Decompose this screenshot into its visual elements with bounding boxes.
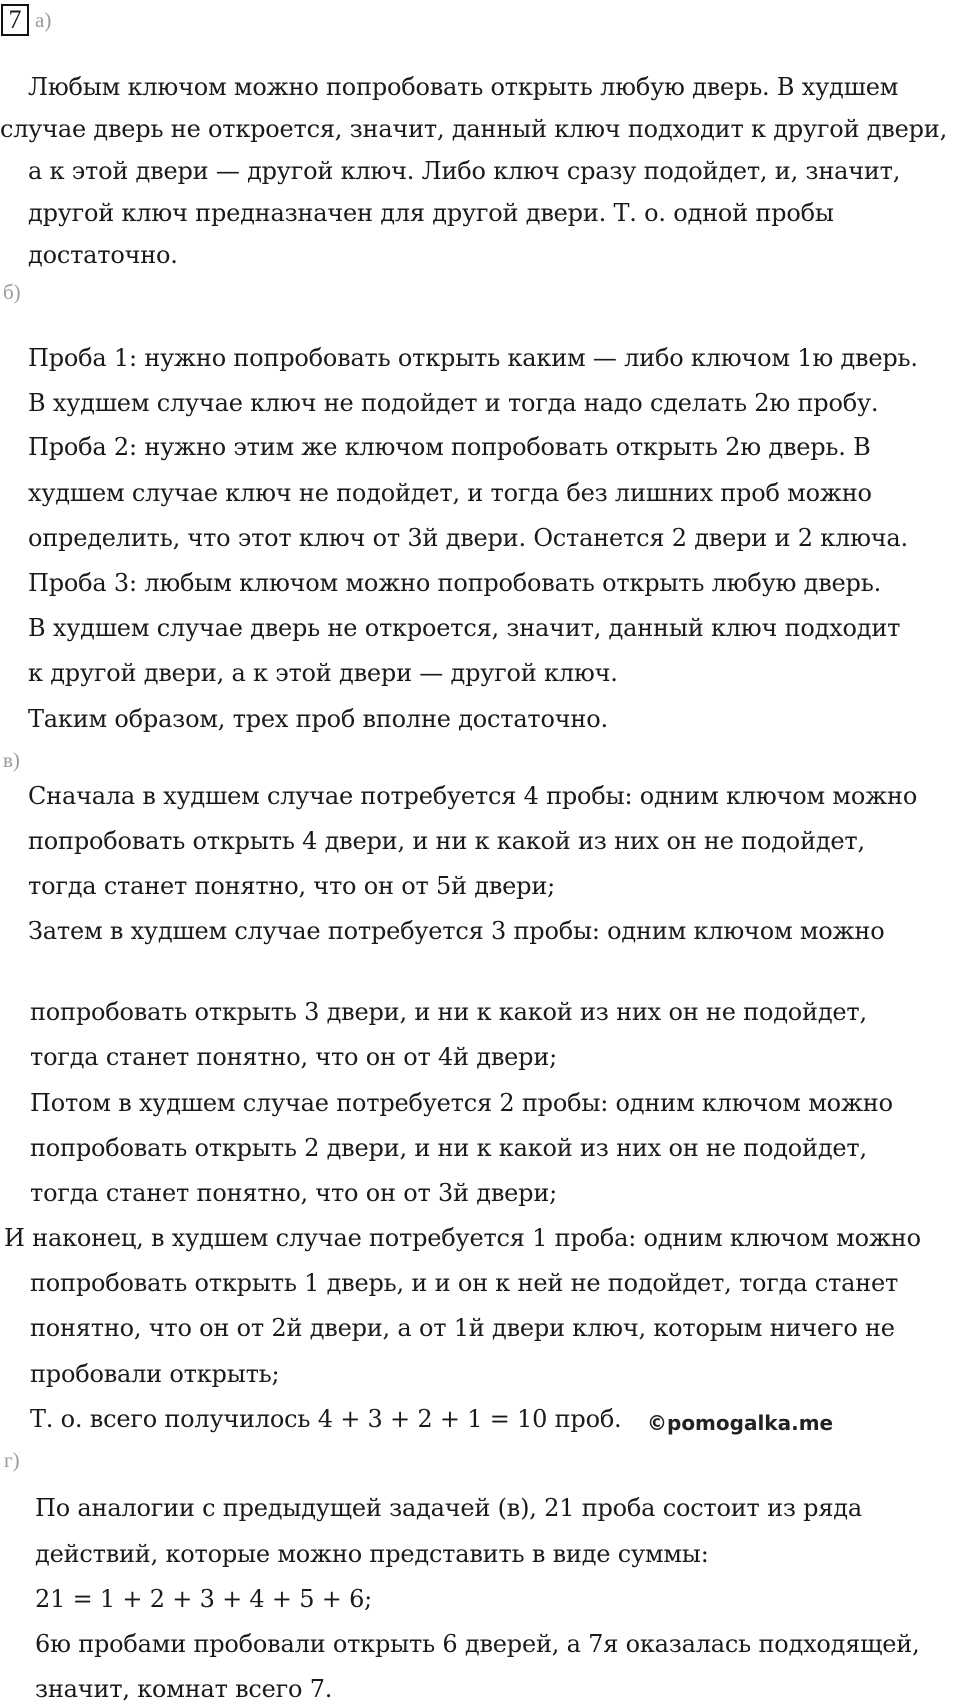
part-b-line: В худшем случае ключ не подойдет и тогда надо сделать 2ю пробу. (28, 389, 879, 417)
part-v-line: понятно, что он от 2й двери, а от 1й двери ключ, которым ничего не (30, 1314, 895, 1342)
part-g-line: значит, комнат всего 7. (35, 1675, 333, 1703)
task-number-box: 7 (1, 4, 29, 36)
watermark: ©pomogalka.me (647, 1411, 834, 1435)
part-b-line: к другой двери, а к этой двери — другой ключ. (28, 659, 618, 687)
part-b-line: Проба 3: любым ключом можно попробовать открыть любую дверь. (28, 569, 882, 597)
part-a-label: а) (35, 8, 52, 32)
part-b-line: В худшем случае дверь не откроется, значит, данный ключ подходит (28, 614, 901, 642)
part-v-line: попробовать открыть 3 двери, и ни к какой из них он не подойдет, (30, 998, 867, 1026)
part-a-line: другой ключ предназначен для другой двери. Т. о. одной пробы (28, 199, 834, 227)
part-g-line: 6ю пробами пробовали открыть 6 дверей, а 7я оказалась подходящей, (35, 1630, 920, 1658)
part-v-line: тогда станет понятно, что он от 5й двери; (28, 872, 555, 900)
part-b-line: Таким образом, трех проб вполне достаточно. (28, 705, 608, 733)
part-g-line: По аналогии с предыдущей задачей (в), 21 проба состоит из ряда (35, 1494, 862, 1522)
part-a-line: достаточно. (28, 241, 178, 269)
part-v-line: попробовать открыть 2 двери, и ни к какой из них он не подойдет, (30, 1134, 867, 1162)
part-v-line: попробовать открыть 1 дверь, и и он к ней не подойдет, тогда станет (30, 1269, 899, 1297)
part-v-line: Сначала в худшем случае потребуется 4 пробы: одним ключом можно (28, 782, 918, 810)
part-a-line: а к этой двери — другой ключ. Либо ключ сразу подойдет, и, значит, (28, 157, 901, 185)
part-g-label: г) (4, 1448, 20, 1472)
part-v-line: Т. о. всего получилось 4 + 3 + 2 + 1 = 10 проб. (30, 1405, 622, 1433)
part-b-line: определить, что этот ключ от 3й двери. Останется 2 двери и 2 ключа. (28, 524, 908, 552)
part-b-line: Проба 1: нужно попробовать открыть каким — либо ключом 1ю дверь. (28, 344, 918, 372)
part-v-line: пробовали открыть; (30, 1360, 280, 1388)
part-b-line: худшем случае ключ не подойдет, и тогда без лишних проб можно (28, 479, 872, 507)
part-v-label: в) (3, 748, 20, 772)
part-a-line: случае дверь не откроется, значит, данный ключ подходит к другой двери, (0, 115, 947, 143)
part-v-line: И наконец, в худшем случае потребуется 1 проба: одним ключом можно (4, 1224, 921, 1252)
part-v-line: тогда станет понятно, что он от 4й двери; (30, 1043, 557, 1071)
part-v-line: попробовать открыть 4 двери, и ни к какой из них он не подойдет, (28, 827, 865, 855)
part-g-line: 21 = 1 + 2 + 3 + 4 + 5 + 6; (35, 1585, 373, 1613)
part-v-line: тогда станет понятно, что он от 3й двери; (30, 1179, 557, 1207)
part-a-line: Любым ключом можно попробовать открыть любую дверь. В худшем (28, 73, 899, 101)
part-g-line: действий, которые можно представить в виде суммы: (35, 1540, 709, 1568)
part-b-label: б) (3, 280, 21, 304)
part-v-line: Потом в худшем случае потребуется 2 пробы: одним ключом можно (30, 1089, 893, 1117)
part-b-line: Проба 2: нужно этим же ключом попробовать открыть 2ю дверь. В (28, 433, 871, 461)
part-v-line: Затем в худшем случае потребуется 3 пробы: одним ключом можно (28, 917, 885, 945)
